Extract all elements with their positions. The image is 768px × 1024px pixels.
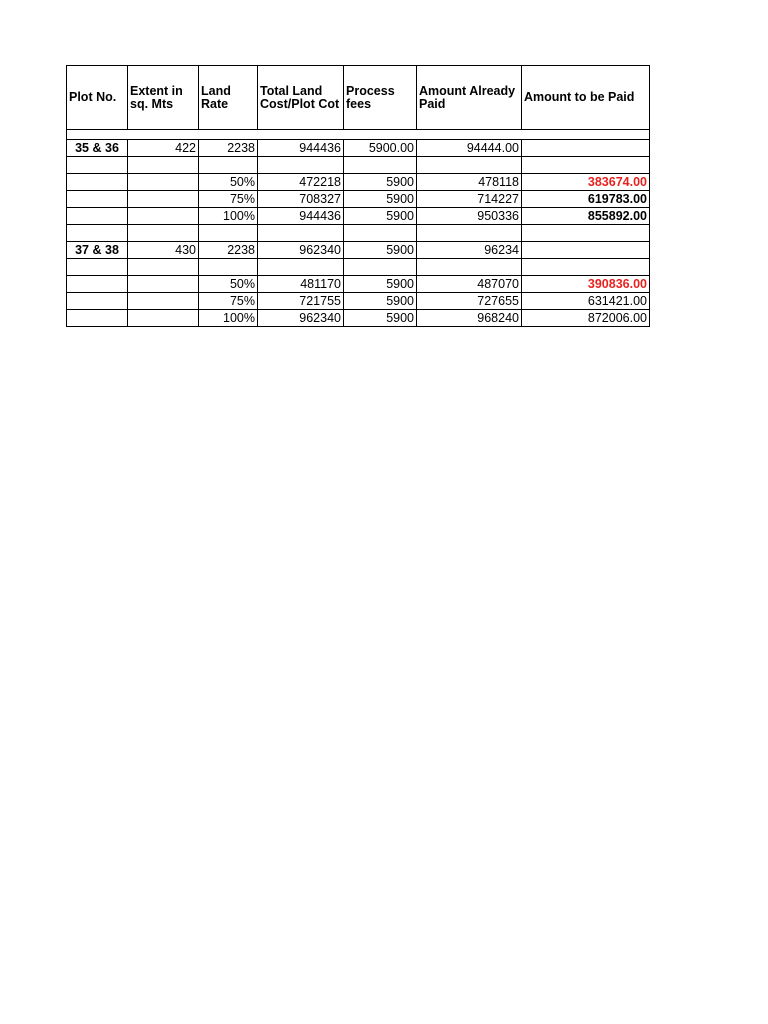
- process-fees-cell[interactable]: 5900: [344, 276, 417, 293]
- empty-cell[interactable]: [128, 191, 199, 208]
- empty-cell[interactable]: [128, 225, 199, 242]
- empty-cell[interactable]: [258, 225, 344, 242]
- empty-cell[interactable]: [344, 157, 417, 174]
- empty-cell[interactable]: [128, 276, 199, 293]
- to-be-paid-cell[interactable]: 855892.00: [522, 208, 650, 225]
- empty-cell[interactable]: [258, 130, 344, 140]
- empty-cell[interactable]: [522, 259, 650, 276]
- empty-cell[interactable]: [199, 130, 258, 140]
- to-be-paid-cell[interactable]: [522, 242, 650, 259]
- empty-cell[interactable]: [199, 259, 258, 276]
- to-be-paid-cell[interactable]: [522, 140, 650, 157]
- empty-cell[interactable]: [344, 259, 417, 276]
- land-rate-cell[interactable]: 2238: [199, 242, 258, 259]
- total-cost-cell[interactable]: 944436: [258, 140, 344, 157]
- empty-cell[interactable]: [67, 174, 128, 191]
- empty-cell[interactable]: [67, 293, 128, 310]
- total-cost-cell[interactable]: 481170: [258, 276, 344, 293]
- empty-cell[interactable]: [417, 225, 522, 242]
- process-fees-cell[interactable]: 5900: [344, 191, 417, 208]
- empty-row: [67, 259, 650, 276]
- plot-row: [67, 242, 650, 259]
- total-cost-cell[interactable]: 721755: [258, 293, 344, 310]
- installment-row: [67, 191, 650, 208]
- installment-row: [67, 208, 650, 225]
- empty-cell[interactable]: [67, 130, 128, 140]
- empty-cell[interactable]: [522, 225, 650, 242]
- installment-row: [67, 276, 650, 293]
- extent-cell[interactable]: 422: [128, 140, 199, 157]
- to-be-paid-cell[interactable]: 872006.00: [522, 310, 650, 327]
- empty-row: [67, 157, 650, 174]
- header-land-rate[interactable]: Land Rate: [199, 66, 258, 130]
- empty-cell[interactable]: [258, 157, 344, 174]
- empty-cell[interactable]: [417, 157, 522, 174]
- already-paid-cell[interactable]: 950336: [417, 208, 522, 225]
- empty-cell[interactable]: [67, 191, 128, 208]
- already-paid-cell[interactable]: 714227: [417, 191, 522, 208]
- header-already-paid[interactable]: Amount Already Paid: [417, 66, 522, 130]
- empty-cell[interactable]: [128, 310, 199, 327]
- process-fees-cell[interactable]: 5900: [344, 174, 417, 191]
- empty-cell[interactable]: [522, 130, 650, 140]
- total-cost-cell[interactable]: 708327: [258, 191, 344, 208]
- empty-cell[interactable]: [522, 157, 650, 174]
- land-rate-cell[interactable]: 2238: [199, 140, 258, 157]
- to-be-paid-cell[interactable]: 383674.00: [522, 174, 650, 191]
- total-cost-cell[interactable]: 962340: [258, 242, 344, 259]
- empty-cell[interactable]: [67, 225, 128, 242]
- percent-cell[interactable]: 100%: [199, 310, 258, 327]
- empty-row: [67, 225, 650, 242]
- installment-row: [67, 310, 650, 327]
- to-be-paid-cell[interactable]: 390836.00: [522, 276, 650, 293]
- percent-cell[interactable]: 75%: [199, 191, 258, 208]
- payment-table: [66, 65, 650, 327]
- already-paid-cell[interactable]: 94444.00: [417, 140, 522, 157]
- empty-cell[interactable]: [67, 259, 128, 276]
- total-cost-cell[interactable]: 944436: [258, 208, 344, 225]
- empty-cell[interactable]: [67, 208, 128, 225]
- empty-cell[interactable]: [344, 225, 417, 242]
- percent-cell[interactable]: 50%: [199, 174, 258, 191]
- already-paid-cell[interactable]: 727655: [417, 293, 522, 310]
- total-cost-cell[interactable]: 962340: [258, 310, 344, 327]
- empty-cell[interactable]: [258, 259, 344, 276]
- empty-cell[interactable]: [128, 157, 199, 174]
- empty-cell[interactable]: [67, 310, 128, 327]
- header-total-cost[interactable]: Total Land Cost/Plot Cot: [258, 66, 344, 130]
- empty-cell[interactable]: [417, 259, 522, 276]
- header-extent[interactable]: Extent in sq. Mts: [128, 66, 199, 130]
- process-fees-cell[interactable]: 5900: [344, 242, 417, 259]
- process-fees-cell[interactable]: 5900: [344, 310, 417, 327]
- already-paid-cell[interactable]: 968240: [417, 310, 522, 327]
- already-paid-cell[interactable]: 478118: [417, 174, 522, 191]
- process-fees-cell[interactable]: 5900: [344, 208, 417, 225]
- empty-cell[interactable]: [128, 259, 199, 276]
- installment-row: [67, 293, 650, 310]
- empty-cell[interactable]: [417, 130, 522, 140]
- empty-cell[interactable]: [128, 130, 199, 140]
- process-fees-cell[interactable]: 5900.00: [344, 140, 417, 157]
- empty-cell[interactable]: [199, 225, 258, 242]
- gap-row: [67, 130, 650, 140]
- empty-cell[interactable]: [344, 130, 417, 140]
- empty-cell[interactable]: [199, 157, 258, 174]
- extent-cell[interactable]: 430: [128, 242, 199, 259]
- empty-cell[interactable]: [67, 276, 128, 293]
- empty-cell[interactable]: [128, 293, 199, 310]
- already-paid-cell[interactable]: 487070: [417, 276, 522, 293]
- process-fees-cell[interactable]: 5900: [344, 293, 417, 310]
- to-be-paid-cell[interactable]: 619783.00: [522, 191, 650, 208]
- plot-no-cell[interactable]: 35 & 36: [67, 140, 128, 157]
- percent-cell[interactable]: 50%: [199, 276, 258, 293]
- header-to-be-paid[interactable]: Amount to be Paid: [522, 66, 650, 130]
- percent-cell[interactable]: 75%: [199, 293, 258, 310]
- header-row: [67, 66, 650, 130]
- empty-cell[interactable]: [128, 208, 199, 225]
- empty-cell[interactable]: [128, 174, 199, 191]
- header-plot-no[interactable]: Plot No.: [67, 66, 128, 130]
- already-paid-cell[interactable]: 96234: [417, 242, 522, 259]
- empty-cell[interactable]: [67, 157, 128, 174]
- to-be-paid-cell[interactable]: 631421.00: [522, 293, 650, 310]
- plot-no-cell[interactable]: 37 & 38: [67, 242, 128, 259]
- installment-row: [67, 174, 650, 191]
- plot-row: [67, 140, 650, 157]
- percent-cell[interactable]: 100%: [199, 208, 258, 225]
- header-process-fees[interactable]: Process fees: [344, 66, 417, 130]
- total-cost-cell[interactable]: 472218: [258, 174, 344, 191]
